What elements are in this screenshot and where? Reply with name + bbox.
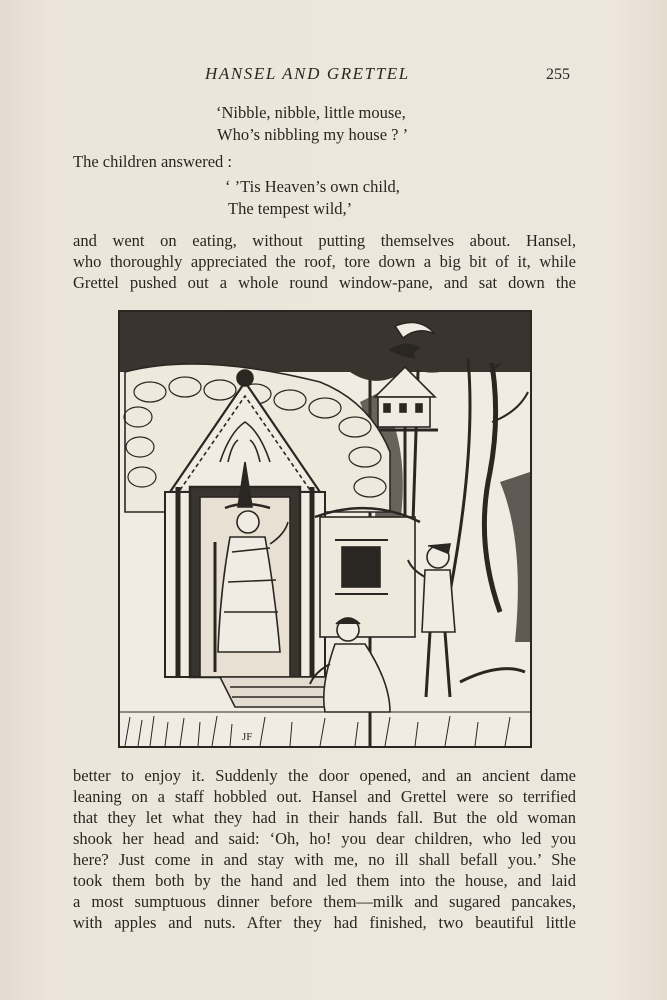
text-line: and went on eating, without putting themselves about. Hansel, bbox=[73, 231, 576, 250]
verse-line: The tempest wild,’ bbox=[228, 199, 353, 218]
paragraph-before-illustration bbox=[73, 230, 576, 293]
page-number: 255 bbox=[546, 66, 570, 83]
verse-line: ‘ ’Tis Heaven’s own child, bbox=[225, 177, 400, 196]
illustration-monogram: JF bbox=[242, 731, 253, 743]
text-line: better to enjoy it. Suddenly the door opened, and an ancient dame bbox=[73, 766, 576, 785]
verse-children-rhyme bbox=[225, 176, 400, 220]
intro-line: The children answered : bbox=[73, 152, 232, 171]
text-line: took them both by the hand and led them into the house, and laid bbox=[73, 871, 576, 890]
illustration-witch-house bbox=[118, 310, 532, 748]
text-line: with apples and nuts. After they had finished, two beautiful little bbox=[73, 913, 576, 932]
running-head bbox=[0, 64, 667, 90]
verse-witch-rhyme bbox=[216, 102, 408, 146]
running-title: HANSEL AND GRETTEL bbox=[205, 64, 410, 83]
text-line: who thoroughly appreciated the roof, tore down a big bit of it, while bbox=[73, 252, 576, 271]
verse-line: ‘Nibble, nibble, little mouse, bbox=[216, 103, 406, 122]
text-line: a most sumptuous dinner before them—milk and sugared pancakes, bbox=[73, 892, 576, 911]
paragraph-after-illustration bbox=[73, 765, 576, 933]
woodcut-drawing bbox=[120, 312, 530, 746]
text-line: here? Just come in and stay with me, no ill shall befall you.’ She bbox=[73, 850, 576, 869]
text-line: Grettel pushed out a whole round window-pane, and sat down the bbox=[73, 273, 576, 292]
text-line: leaning on a staff hobbled out. Hansel and Grettel were so terrified bbox=[73, 787, 576, 806]
text-line: shook her head and said: ‘Oh, ho! you dear children, who led you bbox=[73, 829, 576, 848]
verse-line: Who’s nibbling my house ? ’ bbox=[217, 125, 409, 144]
text-line: that they let what they had in their hands fall. But the old woman bbox=[73, 808, 576, 827]
